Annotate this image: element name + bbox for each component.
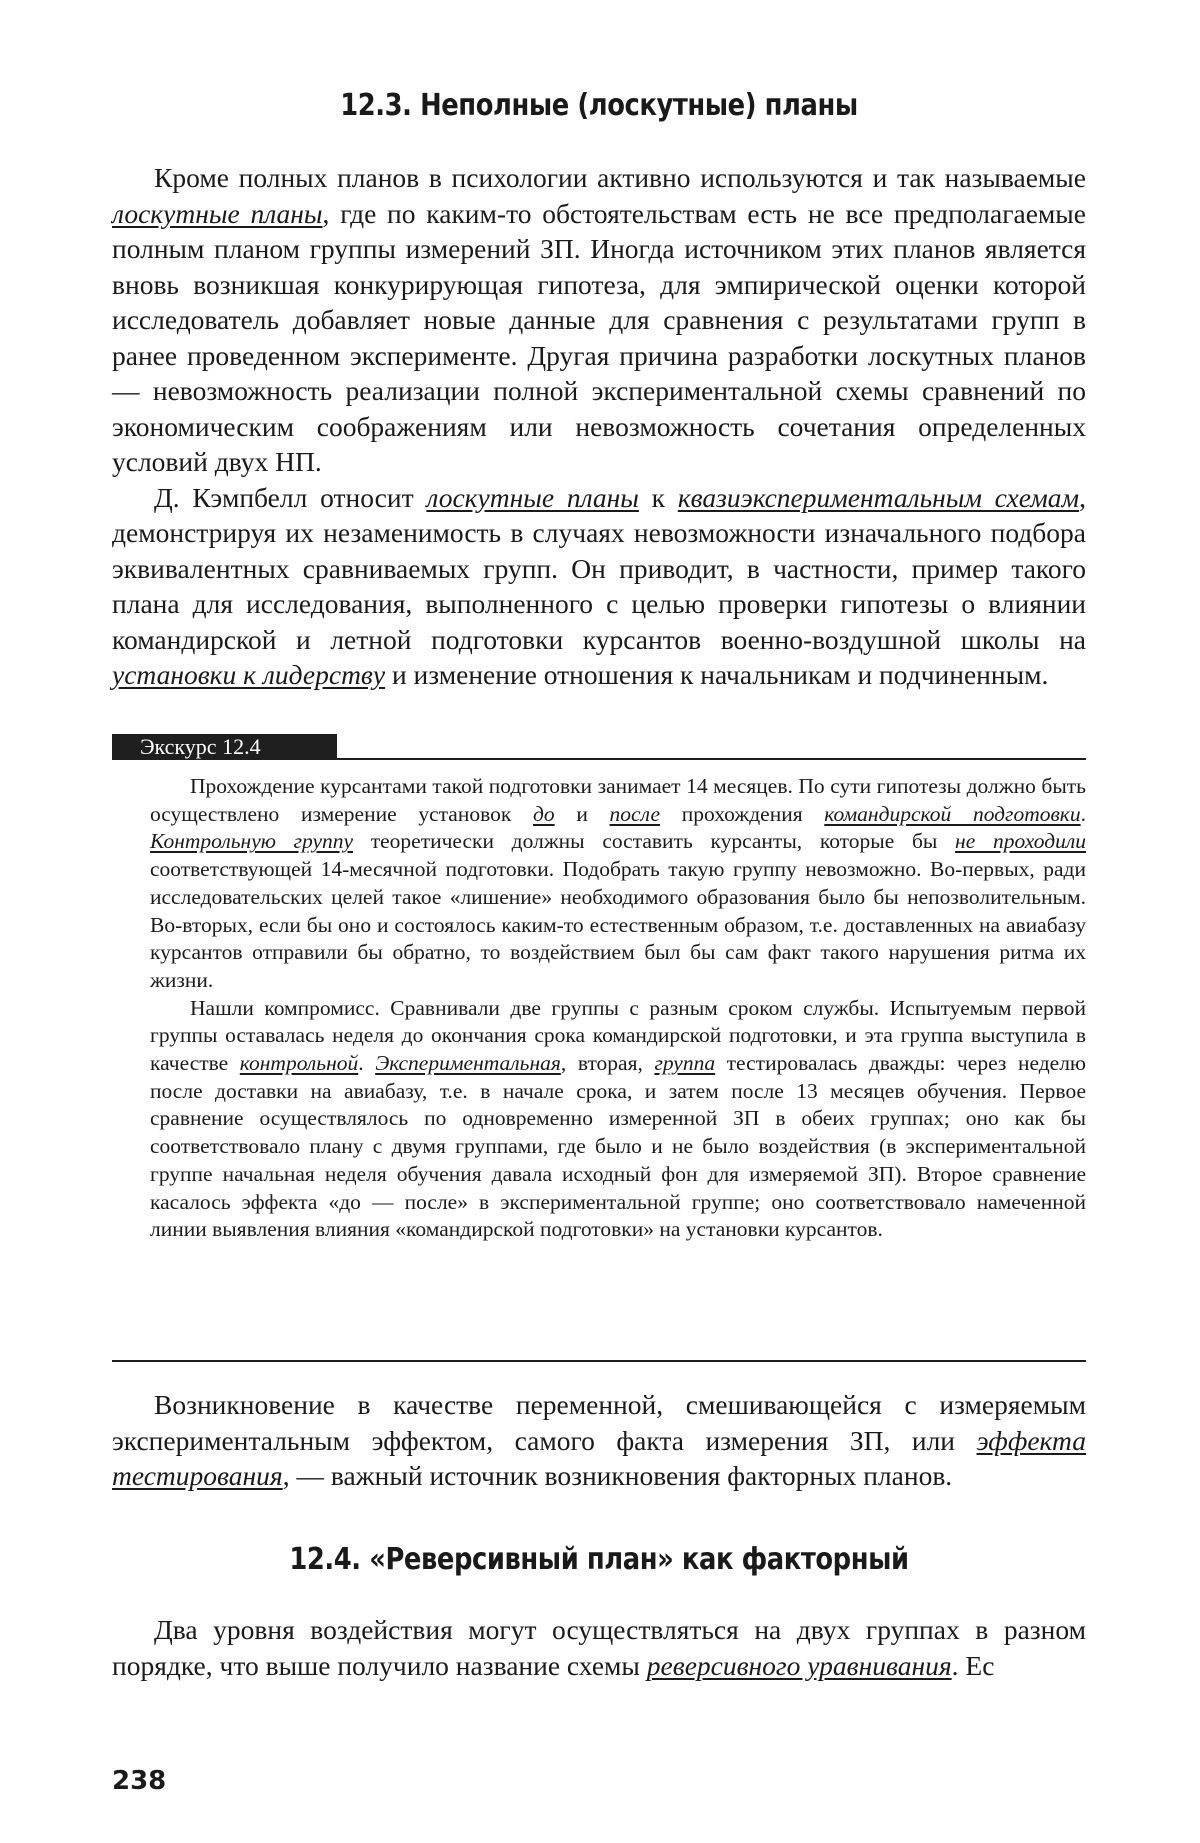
emphasis: лоскутные планы	[426, 481, 639, 513]
paragraph	[112, 160, 1086, 480]
paragraph	[112, 480, 1086, 693]
excursus-label: Экскурс 12.4	[112, 734, 337, 760]
text: Кроме полных планов в психологии активно используются и так называемые	[154, 162, 1086, 193]
text: соответствующей 14-месячной подготовки. Подобрать такую группу невозможно. Во-первых, ради исследовательских целей такое «лишение» необходимого образования было бы непозволительным. Во-вторых, если бы оно и состоялось каким-то естественным образом, т.е. доставленных на авиабазу курсантов отправили бы обратно, то воздействием был бы сам факт такого нарушения ритма их жизни.	[150, 857, 1086, 992]
text: . Ес	[951, 1649, 995, 1681]
text: Возникновение в качестве переменной, смешивающейся с измеряемым экспериментальным эффектом, самого факта измерения ЗП, или	[112, 1389, 1086, 1456]
text: и	[554, 801, 610, 826]
text: Нашли компромисс. Сравнивали две группы с разным сроком службы. Испытуемым первой группы оставалась неделя до окончания срока командирской подготовки, и эта группа выступила в качестве	[150, 995, 1086, 1076]
page-number: 238	[112, 1766, 167, 1796]
emphasis: квазиэкспериментальным схемам	[677, 481, 1080, 513]
text: , вторая,	[560, 1051, 655, 1076]
emphasis: командирской подготовки	[824, 801, 1081, 826]
text: Д. Кэмпбелл относит	[154, 481, 427, 513]
text: и изменение отношения к начальникам и подчиненным.	[385, 659, 1049, 690]
paragraph	[112, 1612, 1086, 1683]
excursus-body	[150, 773, 1086, 1244]
text: , демонстрируя их незаменимость в случаях невозможности изначального подбора эквивалентных сравниваемых групп. Он приводит, в частности, пример такого плана для исследования, выполненного с целью проверки гипотезы о влиянии командирской и летной подготовки курсантов военно-воздушной школы на	[112, 481, 1086, 655]
emphasis: реверсивного уравнивания	[646, 1649, 952, 1681]
text: , — важный источник возникновения факторных планов.	[282, 1460, 953, 1491]
excursus-header	[112, 734, 1086, 760]
text: Два уровня воздействия могут осуществляться на двух группах в разном порядке, что выше получило название схемы	[112, 1614, 1086, 1681]
emphasis: Контрольную группу	[150, 829, 354, 854]
emphasis: Экспериментальная	[375, 1051, 561, 1076]
section-heading: 12.3. Неполные (лоскутные) планы	[340, 88, 858, 123]
divider	[112, 1360, 1086, 1362]
text: прохождения	[660, 801, 825, 826]
text: .	[1080, 801, 1086, 826]
text: Прохождение курсантами такой подготовки занимает 14 месяцев. По сути гипотезы должно быть осуществлено измерение установок	[150, 774, 1086, 826]
divider	[337, 758, 1086, 760]
section-heading: 12.4. «Реверсивный план» как факторный	[289, 1542, 909, 1577]
emphasis: установки к лидерству	[112, 659, 386, 690]
emphasis: не проходили	[955, 829, 1086, 854]
text: к	[638, 481, 678, 513]
paragraph	[112, 1387, 1086, 1494]
text: .	[358, 1051, 376, 1076]
emphasis: контрольной	[239, 1051, 359, 1076]
section-body	[112, 1387, 1086, 1494]
emphasis: лоскутные планы	[112, 197, 323, 229]
paragraph	[150, 773, 1086, 995]
emphasis: эффекта тестирования	[112, 1424, 1086, 1491]
text: тестировалась дважды: через неделю после доставки на авиабазу, т.е. в начале срока, и затем после 13 месяцев обучения. Первое сравнение осуществлялось по одновременно измеренной ЗП в обеих группах; оно как бы соответствовало плану с двумя группами, где было и не было воздействия (в экспериментальной группе начальная неделя обучения давала исходный фон для измеряемой ЗП). Второе сравнение касалось эффекта «до — после» в экспериментальной группе; оно соответствовало намеченной линии выявления влияния «командирской подготовки» на установки курсантов.	[150, 1051, 1086, 1242]
emphasis: после	[609, 801, 661, 826]
paragraph	[150, 995, 1086, 1244]
text: , где по каким-то обстоятельствам есть не все предполагаемые полным планом группы измерений ЗП. Иногда источником этих планов является вновь возникшая конкурирующая гипотеза, для эмпирической оценки которой исследователь добавляет новые данные для сравнения с результатами групп в ранее проведенном эксперименте. Другая причина разработки лоскутных планов — невозможность реализации полной экспериментальной схемы сравнений по экономическим соображениям или невозможность сочетания определенных условий двух НП.	[112, 197, 1086, 477]
emphasis: до	[533, 801, 555, 826]
section-body	[112, 1612, 1086, 1683]
emphasis: группа	[654, 1051, 716, 1076]
text: теоретически должны составить курсанты, которые бы	[353, 829, 956, 854]
section-body	[112, 160, 1086, 693]
